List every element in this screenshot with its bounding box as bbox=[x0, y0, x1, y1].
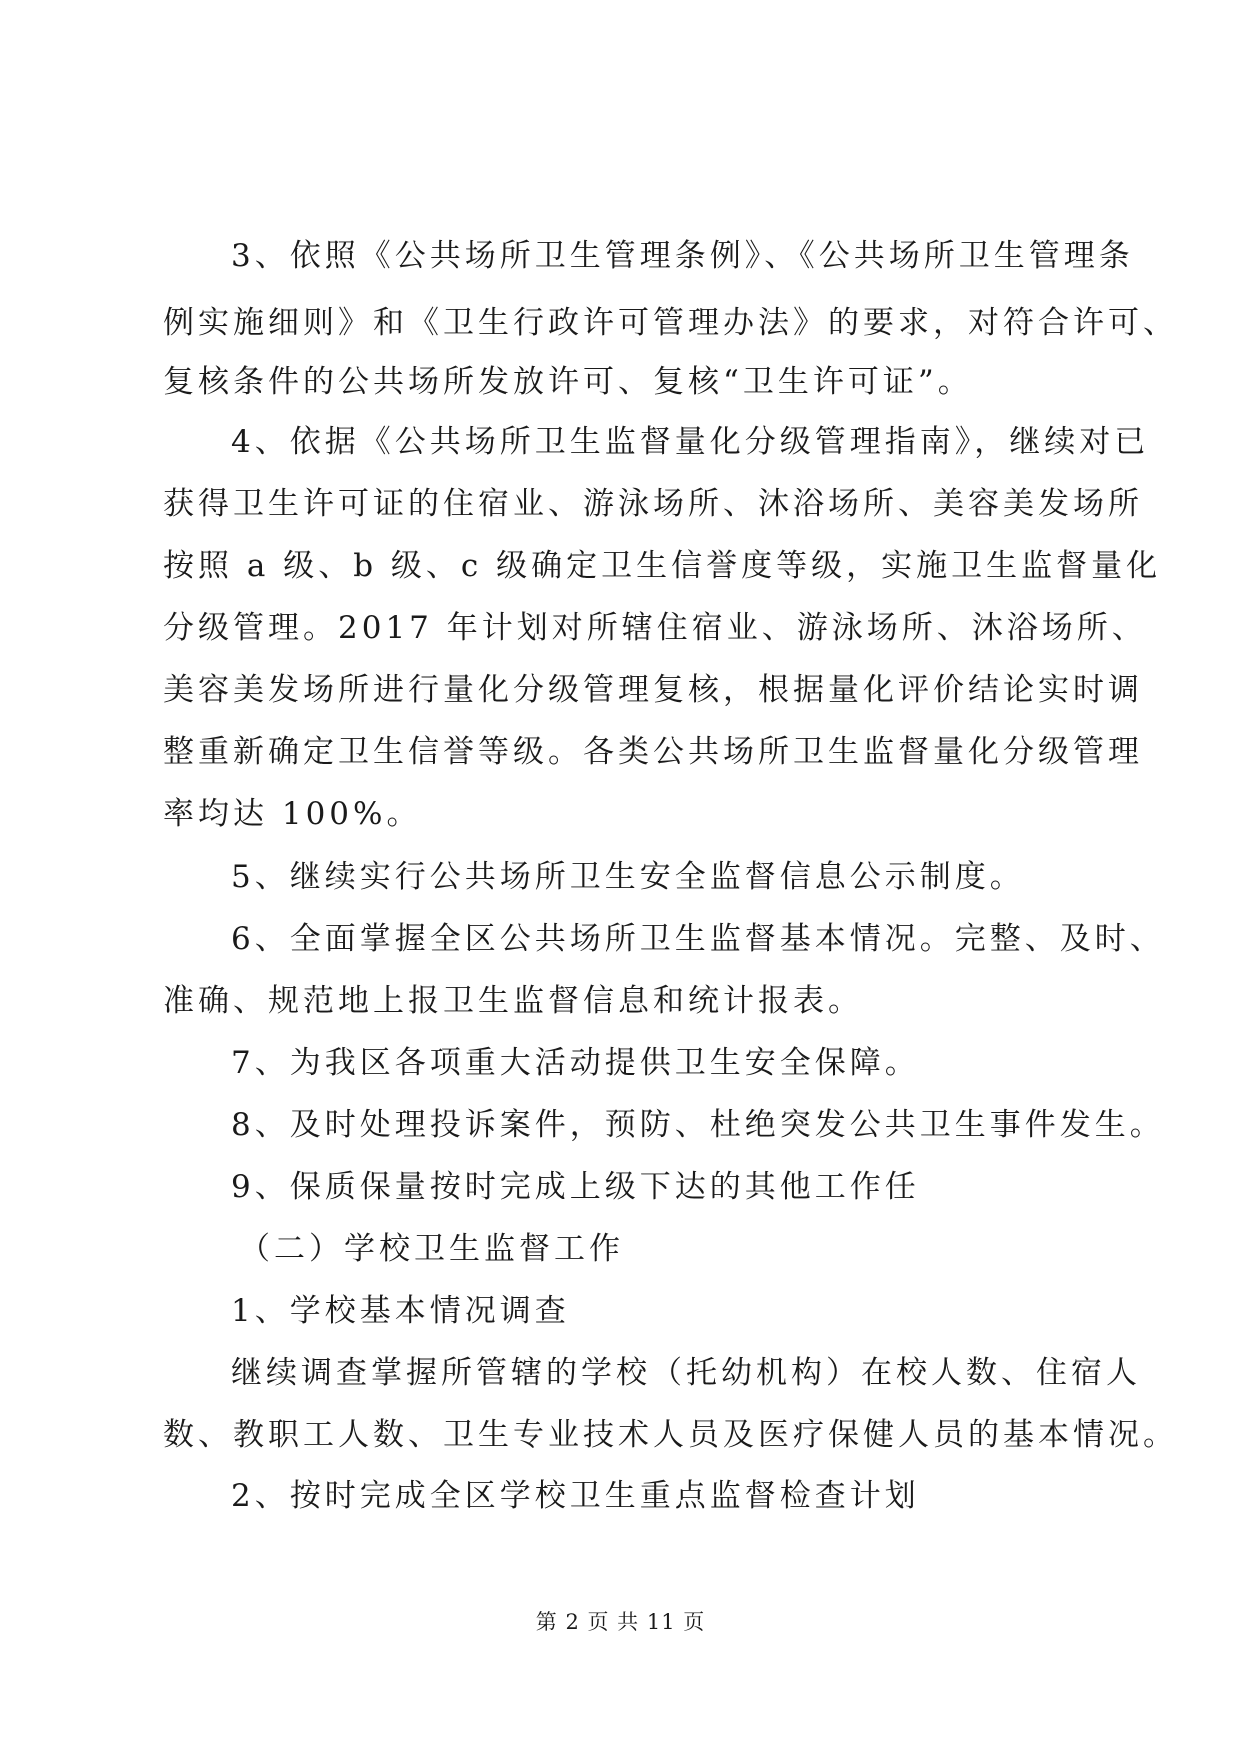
item-1-heading: 1、学校基本情况调查 bbox=[231, 1293, 570, 1329]
paragraph-3-line-1: 3、依照《公共场所卫生管理条例》、《公共场所卫生管理条 bbox=[231, 238, 1134, 274]
item-1-body-line-2: 数、教职工人数、卫生专业技术人员及医疗保健人员的基本情况。 bbox=[163, 1417, 1178, 1453]
paragraph-5: 5、继续实行公共场所卫生安全监督信息公示制度。 bbox=[231, 859, 1025, 895]
item-2-heading: 2、按时完成全区学校卫生重点监督检查计划 bbox=[231, 1478, 920, 1514]
paragraph-3-line-3: 复核条件的公共场所发放许可、复核“卫生许可证”。 bbox=[163, 364, 973, 400]
paragraph-4-line-6: 整重新确定卫生信誉等级。各类公共场所卫生监督量化分级管理 bbox=[163, 734, 1143, 770]
paragraph-8: 8、及时处理投诉案件，预防、杜绝突发公共卫生事件发生。 bbox=[231, 1107, 1165, 1143]
paragraph-4-line-3: 按照 a 级、b 级、c 级确定卫生信誉度等级，实施卫生监督量化 bbox=[163, 548, 1162, 584]
paragraph-4-line-1: 4、依据《公共场所卫生监督量化分级管理指南》，继续对已 bbox=[231, 424, 1150, 460]
paragraph-7: 7、为我区各项重大活动提供卫生安全保障。 bbox=[231, 1045, 920, 1081]
paragraph-6-line-2: 准确、规范地上报卫生监督信息和统计报表。 bbox=[163, 983, 863, 1019]
paragraph-3-line-2: 例实施细则》和《卫生行政许可管理办法》的要求，对符合许可、 bbox=[163, 305, 1178, 341]
section-heading-school-hygiene: （二）学校卫生监督工作 bbox=[239, 1231, 624, 1267]
paragraph-4-line-4: 分级管理。2017 年计划对所辖住宿业、游泳场所、沐浴场所、 bbox=[163, 610, 1147, 646]
paragraph-4-line-5: 美容美发场所进行量化分级管理复核，根据量化评价结论实时调 bbox=[163, 672, 1143, 708]
paragraph-6-line-1: 6、全面掌握全区公共场所卫生监督基本情况。完整、及时、 bbox=[231, 921, 1165, 957]
paragraph-4-line-7: 率均达 100%。 bbox=[163, 796, 422, 832]
item-1-body-line-1: 继续调查掌握所管辖的学校（托幼机构）在校人数、住宿人 bbox=[231, 1355, 1141, 1391]
paragraph-9: 9、保质保量按时完成上级下达的其他工作任 bbox=[231, 1169, 920, 1205]
page-number-footer: 第 2 页 共 11 页 bbox=[535, 1610, 706, 1634]
paragraph-4-line-2: 获得卫生许可证的住宿业、游泳场所、沐浴场所、美容美发场所 bbox=[163, 486, 1143, 522]
